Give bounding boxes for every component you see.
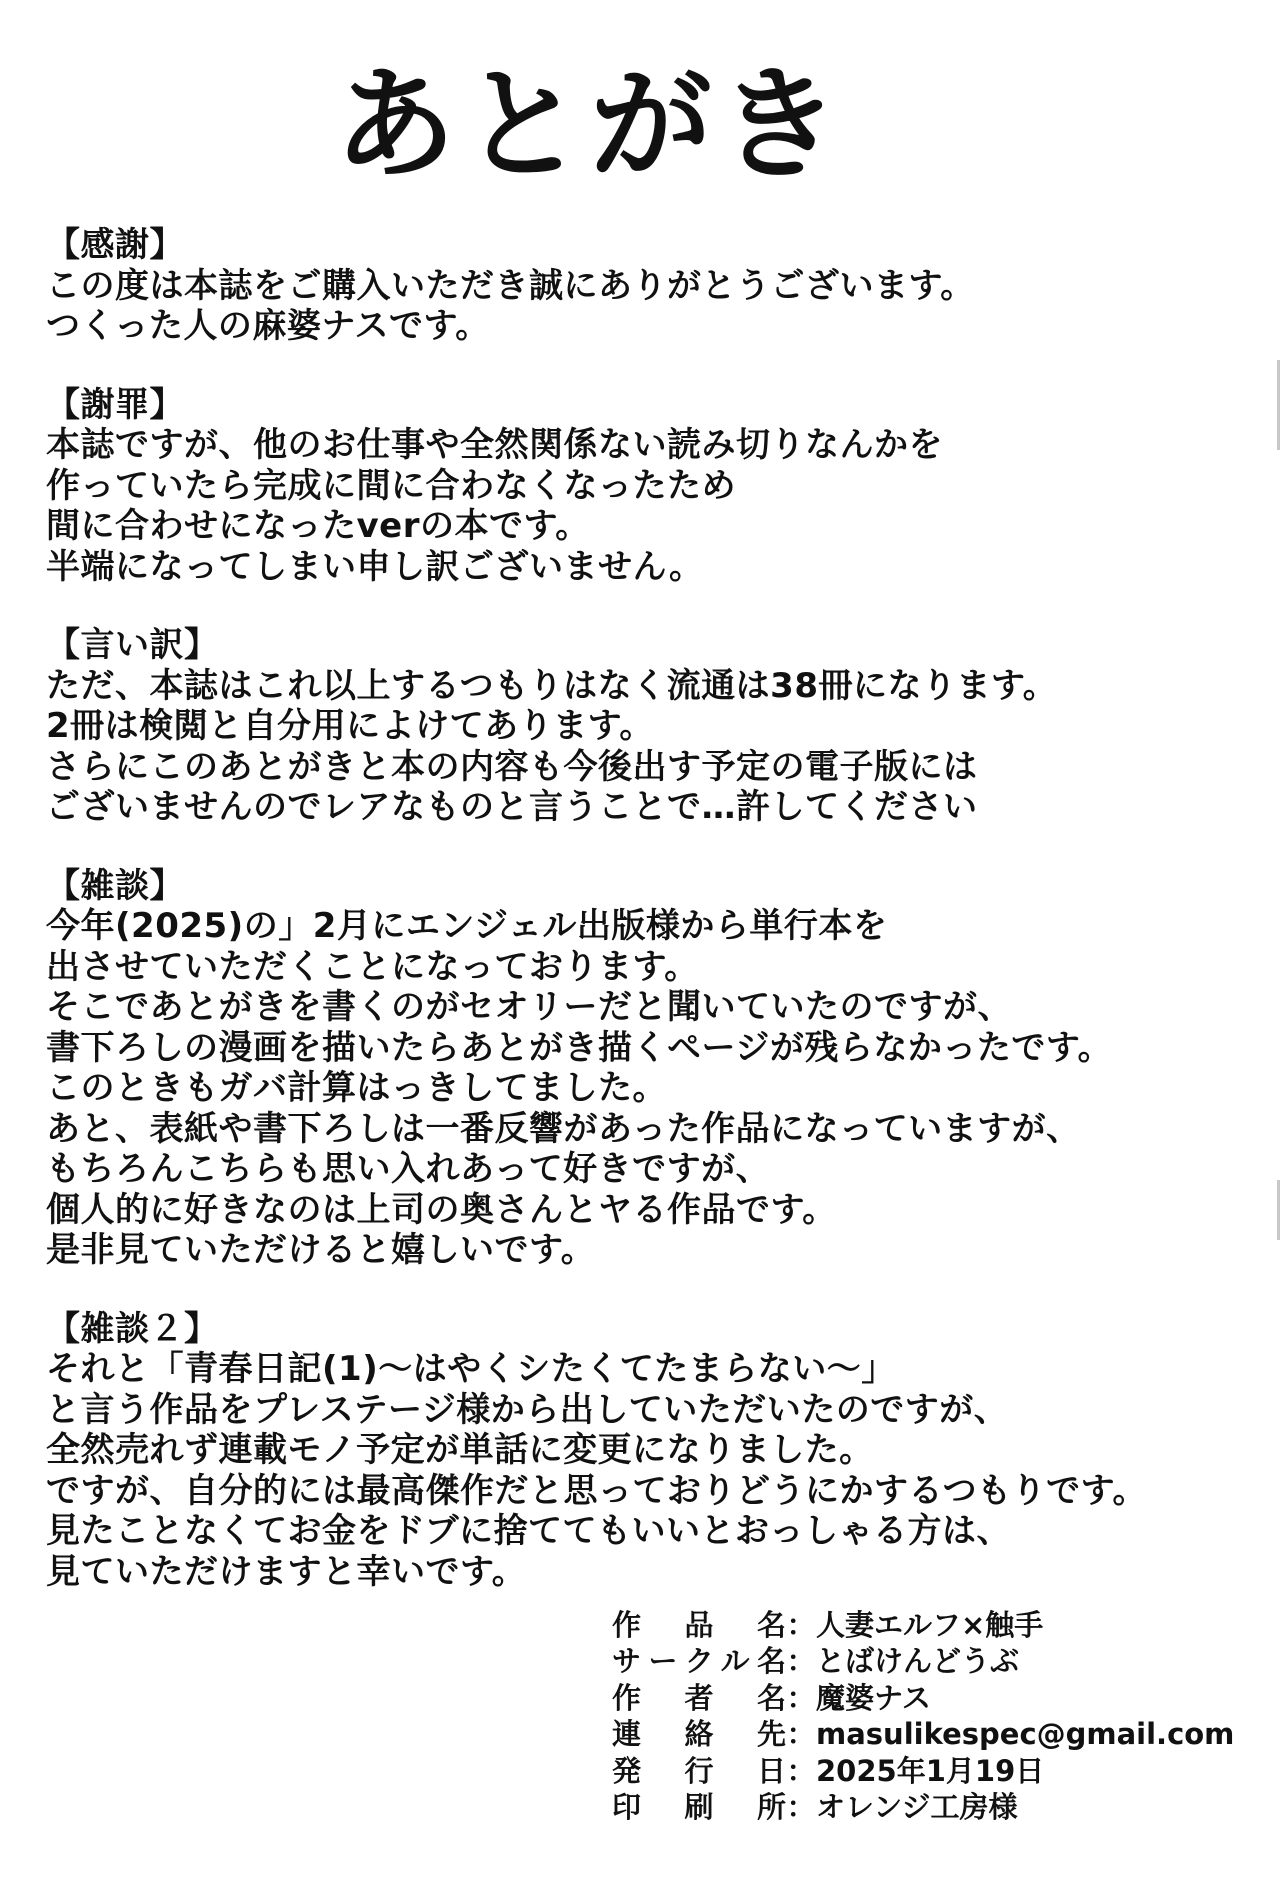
colophon-row-date (612, 1753, 1252, 1789)
colophon-value: masulikespec@gmail.com (816, 1717, 1235, 1752)
colophon-row-contact (612, 1716, 1252, 1752)
section-excuse (46, 625, 1226, 828)
colophon-label: 印刷所 (612, 1789, 786, 1824)
text-line: 個人的に好きなのは上司の奥さんとヤる作品です。 (46, 1189, 837, 1230)
text-line: つくった人の麻婆ナスです。 (46, 306, 490, 346)
colophon-label: 発行日 (612, 1753, 786, 1788)
colophon-separator: ： (786, 1608, 816, 1642)
text-line: 半端になってしまい申し訳ございません。 (46, 546, 704, 587)
section-heading: 【謝罪】 (46, 384, 184, 425)
colophon-separator: ： (786, 1717, 816, 1752)
colophon-value: 2025年1月19日 (816, 1753, 1045, 1788)
text-line: そこであとがきを書くのがセオリーだと聞いていたのですが、 (46, 987, 1012, 1027)
text-line: と言う作品をプレステージ様から出していただいたのですが、 (46, 1389, 1009, 1430)
text-line: 全然売れず連載モノ予定が単話に変更になりました。 (46, 1430, 874, 1470)
colophon-label: 連絡先 (612, 1717, 786, 1752)
text-line: このときもガバ計算はっきしてました。 (46, 1068, 667, 1108)
text-line: ございませんのでレアなものと言うことで…許してください (46, 787, 978, 827)
text-line: 見ていただけますと幸いです。 (46, 1551, 527, 1592)
text-line: 2冊は検閲と自分用によけてあります。 (46, 706, 654, 746)
colophon-separator: ： (786, 1789, 816, 1824)
text-line: ただ、本誌はこれ以上するつもりはなく流通は38冊になります。 (46, 665, 1058, 706)
colophon-value: オレンジ工房様 (816, 1789, 1018, 1824)
text-line: 見たことなくてお金をドブに捨ててもいいとおっしゃる方は、 (46, 1511, 1011, 1551)
text-line: 出させていただくことになっております。 (46, 946, 699, 987)
section-heading: 【感謝】 (46, 225, 184, 265)
text-line: あと、表紙や書下ろしは一番反響があった作品になっていますが、 (46, 1108, 1081, 1149)
section-chat (46, 866, 1226, 1271)
colophon-value: 魔婆ナス (816, 1680, 931, 1715)
section-heading: 【言い訳】 (46, 625, 219, 665)
page-title: あとがき (334, 54, 846, 196)
colophon-value: とばけんどうぶ (816, 1644, 1020, 1679)
section-thanks (46, 225, 1226, 347)
section-heading: 【雑談】 (46, 865, 184, 906)
colophon-value: 人妻エルフ×触手 (816, 1608, 1044, 1642)
colophon-row-printer (612, 1789, 1252, 1825)
colophon-separator: ： (786, 1680, 816, 1715)
text-line: ですが、自分的には最高傑作だと思っておりどうにかするつもりです。 (46, 1470, 1147, 1511)
section-chat-2 (46, 1309, 1226, 1593)
text-line: さらにこのあとがきと本の内容も今後出す予定の電子版には (46, 746, 978, 787)
text-line: 作っていたら完成に間に合わなくなったため (46, 465, 736, 506)
colophon-row-circle (612, 1643, 1252, 1679)
text-line: 本誌ですが、他のお仕事や全然関係ない読み切りなんかを (46, 425, 943, 465)
colophon (612, 1607, 1252, 1825)
colophon-label: 作者名 (612, 1680, 786, 1715)
section-heading: 【雑談２】 (46, 1308, 219, 1349)
text-line: この度は本誌をご購入いただき誠にありがとうございます。 (46, 265, 975, 306)
colophon-label: サークル名 (612, 1644, 786, 1679)
text-line: 間に合わせになったverの本です。 (46, 506, 590, 546)
text-line: 書下ろしの漫画を描いたらあとがき描くページが残らなかったです。 (46, 1027, 1113, 1068)
colophon-row-title (612, 1607, 1252, 1643)
text-line: もちろんこちらも思い入れあって好きですが、 (46, 1149, 771, 1189)
colophon-separator: ： (786, 1644, 816, 1679)
colophon-separator: ： (786, 1753, 816, 1788)
text-line: 今年(2025)の」2月にエンジェル出版様から単行本を (46, 906, 888, 946)
section-apology (46, 385, 1226, 588)
text-line: それと「青春日記(1)～はやくシたくてたまらない～」 (46, 1349, 896, 1389)
afterword-body (46, 225, 1226, 1592)
colophon-label: 作品名 (612, 1608, 786, 1642)
text-line: 是非見ていただけると嬉しいです。 (46, 1230, 596, 1270)
colophon-row-author (612, 1680, 1252, 1716)
